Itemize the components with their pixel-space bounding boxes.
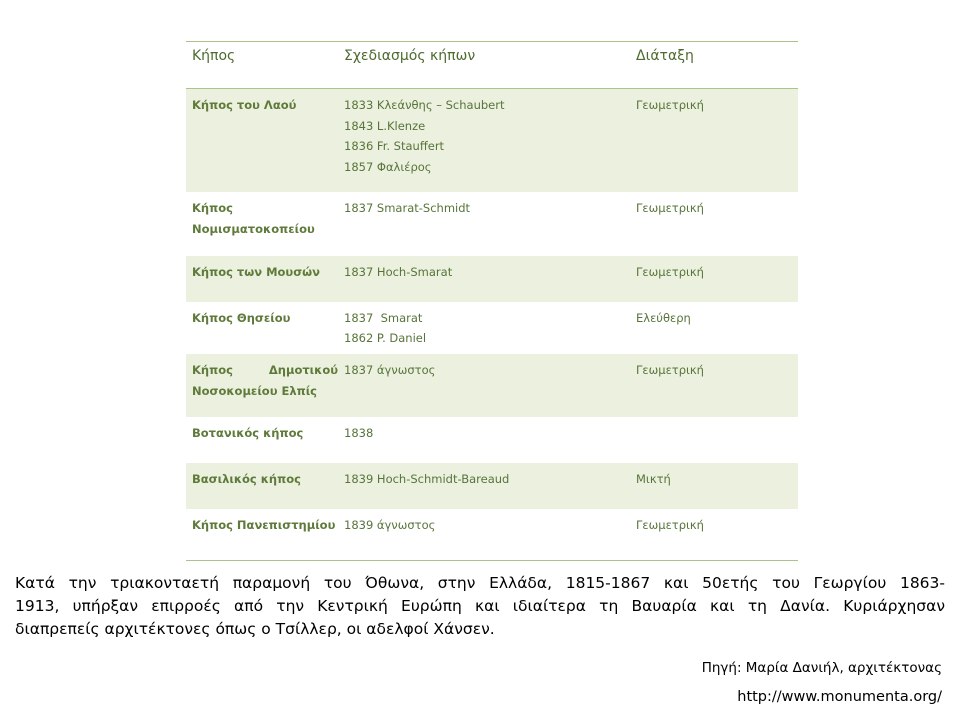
- table-header-row: [186, 42, 798, 89]
- header-garden: Κήπος: [192, 48, 236, 64]
- table-row: [186, 256, 798, 302]
- garden-design: 1839 άγνωστος: [344, 517, 436, 532]
- garden-name-line: Νομισματοκοπείου: [192, 221, 315, 236]
- header-design: Σχεδιασμός κήπων: [344, 48, 476, 64]
- garden-name: [186, 463, 338, 490]
- garden-name-line: Βασιλικός κήπος: [192, 471, 301, 486]
- table-row: [186, 302, 798, 354]
- garden-name: [186, 354, 338, 402]
- source-url[interactable]: http://www.monumenta.org/: [737, 689, 942, 705]
- garden-design: 1837 άγνωστος: [344, 362, 436, 377]
- garden-layout: Μικτή: [636, 471, 671, 486]
- garden-design: 1838: [344, 425, 374, 440]
- garden-layout: Γεωμετρική: [636, 200, 704, 215]
- gardens-table: [186, 41, 798, 561]
- garden-design: 1839 Hoch-Schmidt-Bareaud: [344, 471, 510, 486]
- table-row: [186, 417, 798, 463]
- garden-name: [186, 256, 338, 283]
- source-credit: Πηγή: Μαρία Δανιήλ, αρχιτέκτονας: [701, 660, 942, 676]
- garden-name-line: Κήπος: [192, 200, 233, 215]
- garden-name-word: Κήπος: [192, 362, 233, 377]
- garden-layout: Γεωμετρική: [636, 98, 704, 112]
- garden-name: [186, 417, 338, 444]
- garden-name-line: Κήπος του Λαού: [192, 98, 297, 112]
- header-layout: Διάταξη: [636, 48, 694, 64]
- garden-name: [186, 302, 338, 329]
- table-row: [186, 354, 798, 417]
- garden-layout: Ελεύθερη: [636, 310, 691, 325]
- garden-design: 1837 Smarat-Schmidt: [344, 200, 471, 215]
- garden-name-line: Κήπος των Μουσών: [192, 264, 320, 279]
- garden-name-word: Δημοτικού: [268, 362, 338, 377]
- garden-design: 1837 Smarat 1862 P. Daniel: [344, 310, 427, 345]
- paragraph-line: Κατά την τριακονταετή παραμονή του Όθωνα, στην Ελλάδα, 1815-1867 και 50ετής του Γεωργίου 1863-: [15, 574, 945, 592]
- table-row: [186, 509, 798, 561]
- garden-name-line: Νοσοκομείου Ελπίς: [192, 383, 317, 398]
- garden-design: 1833 Κλεάνθης – Schaubert 1843 L.Klenze 1836 Fr. Stauffert 1857 Φαλιέρος: [344, 98, 505, 174]
- paragraph-line: διαπρεπείς αρχιτέκτονες όπως ο Τσίλλερ, οι αδελφοί Χάνσεν.: [15, 620, 495, 638]
- garden-name-line: Βοτανικός κήπος: [192, 425, 304, 440]
- paragraph-line: 1913, υπήρξαν επιρροές από την Κεντρική Ευρώπη και ιδιαίτερα τη Βαυαρία και τη Δανία. Κυριάρχησαν: [15, 597, 945, 615]
- table-row: [186, 192, 798, 256]
- garden-name-line: Κήπος Πανεπιστημίου: [192, 517, 336, 532]
- table-body: [186, 89, 798, 561]
- garden-name: [186, 192, 338, 240]
- garden-design: 1837 Hoch-Smarat: [344, 264, 453, 279]
- garden-layout: Γεωμετρική: [636, 362, 704, 377]
- table-row: [186, 89, 798, 192]
- garden-name-line: Κήπος Θησείου: [192, 310, 291, 325]
- garden-name: [186, 89, 338, 116]
- garden-layout: Γεωμετρική: [636, 517, 704, 532]
- garden-layout: [630, 417, 798, 423]
- garden-layout: Γεωμετρική: [636, 264, 704, 279]
- garden-name-line: [192, 360, 338, 381]
- garden-name: [186, 509, 338, 536]
- table-row: [186, 463, 798, 509]
- description-paragraph: [15, 572, 945, 641]
